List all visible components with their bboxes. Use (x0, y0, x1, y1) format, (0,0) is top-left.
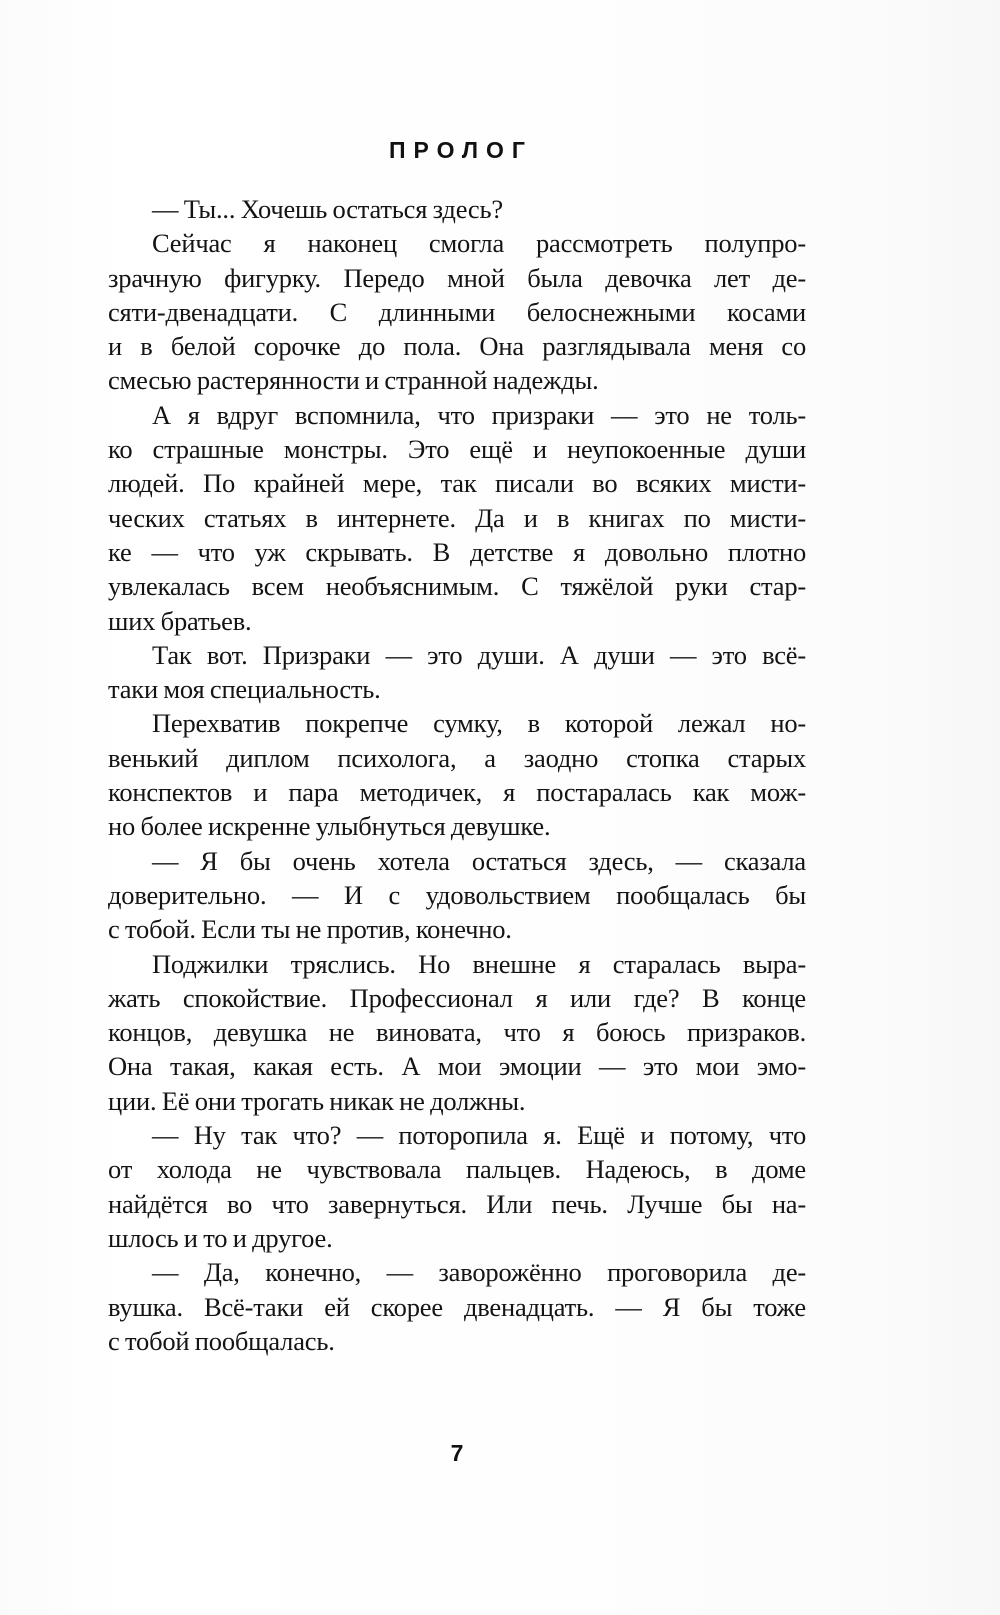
text-line: — Я бы очень хотела остаться здесь, — сказала (152, 845, 806, 876)
paragraph (108, 1255, 806, 1358)
chapter-heading: ПРОЛОГ (389, 137, 533, 163)
paragraph (108, 706, 806, 843)
text-line: найдётся во что завернуться. Или печь. Лучше бы на- (108, 1188, 806, 1219)
paragraph (108, 192, 806, 226)
text-line: доверительно. — И с удовольствием пообщалась бы (108, 879, 806, 910)
text-line: Она такая, какая есть. А мои эмоции — это мои эмо- (108, 1051, 806, 1082)
text-line: — Ну так что? — поторопила я. Ещё и потому, что (152, 1120, 806, 1151)
paragraph (108, 947, 806, 1118)
paragraph (108, 226, 806, 397)
text-line: с тобой пообщалась. (108, 1325, 335, 1356)
text-line: ко страшные монстры. Это ещё и неупокоенные души (108, 434, 806, 465)
text-line: и в белой сорочке до пола. Она разглядывала меня со (108, 331, 806, 362)
paragraph (108, 844, 806, 947)
paragraph (108, 1118, 806, 1255)
paragraph (108, 638, 806, 707)
text-line: — Да, конечно, — заворожённо проговорила де- (152, 1257, 806, 1288)
text-line: зрачную фигурку. Передо мной была девочка лет де- (108, 262, 806, 293)
text-line: Так вот. Призраки — это души. А души — это всё- (152, 639, 806, 670)
text-line: увлекалась всем необъяснимым. С тяжёлой руки стар- (108, 571, 806, 602)
text-line: Сейчас я наконец смогла рассмотреть полупро- (152, 228, 806, 259)
text-line: концов, девушка не виновата, что я боюсь призраков. (108, 1017, 806, 1048)
text-line: — Ты... Хочешь остаться здесь? (152, 194, 503, 224)
text-line: Поджилки тряслись. Но внешне я старалась выра- (152, 948, 806, 979)
text-block (108, 192, 806, 1358)
text-line: ческих статьях в интернете. Да и в книгах по мисти- (108, 502, 806, 533)
text-line: Перехватив покрепче сумку, в которой лежал но- (152, 708, 806, 739)
text-line: А я вдруг вспомнила, что призраки — это не толь- (152, 399, 806, 430)
text-line: с тобой. Если ты не против, конечно. (108, 914, 512, 945)
text-line: вушка. Всё-таки ей скорее двенадцать. — Я бы тоже (108, 1291, 806, 1322)
paragraph (108, 398, 806, 638)
text-line: сяти-двенадцати. С длинными белоснежными косами (108, 296, 806, 327)
text-line: ции. Её они трогать никак не должны. (108, 1085, 526, 1116)
text-line: конспектов и пара методичек, я постаралась как мож- (108, 777, 806, 808)
page-number: 7 (450, 1440, 464, 1466)
text-line: смесью растерянности и странной надежды. (108, 365, 599, 396)
text-line: венький диплом психолога, а заодно стопка старых (108, 742, 806, 773)
text-line: таки моя специальность. (108, 674, 381, 705)
text-line: ке — что уж скрывать. В детстве я довольно плотно (108, 536, 806, 567)
text-line: шлось и то и другое. (108, 1222, 333, 1253)
text-line: но более искренне улыбнуться девушке. (108, 811, 551, 842)
text-line: людей. По крайней мере, так писали во всяких мисти- (108, 468, 806, 499)
text-line: жать спокойствие. Профессионал я или где? В конце (108, 982, 806, 1013)
text-line: ших братьев. (108, 605, 252, 636)
text-line: от холода не чувствовала пальцев. Надеюсь, в доме (108, 1154, 806, 1185)
